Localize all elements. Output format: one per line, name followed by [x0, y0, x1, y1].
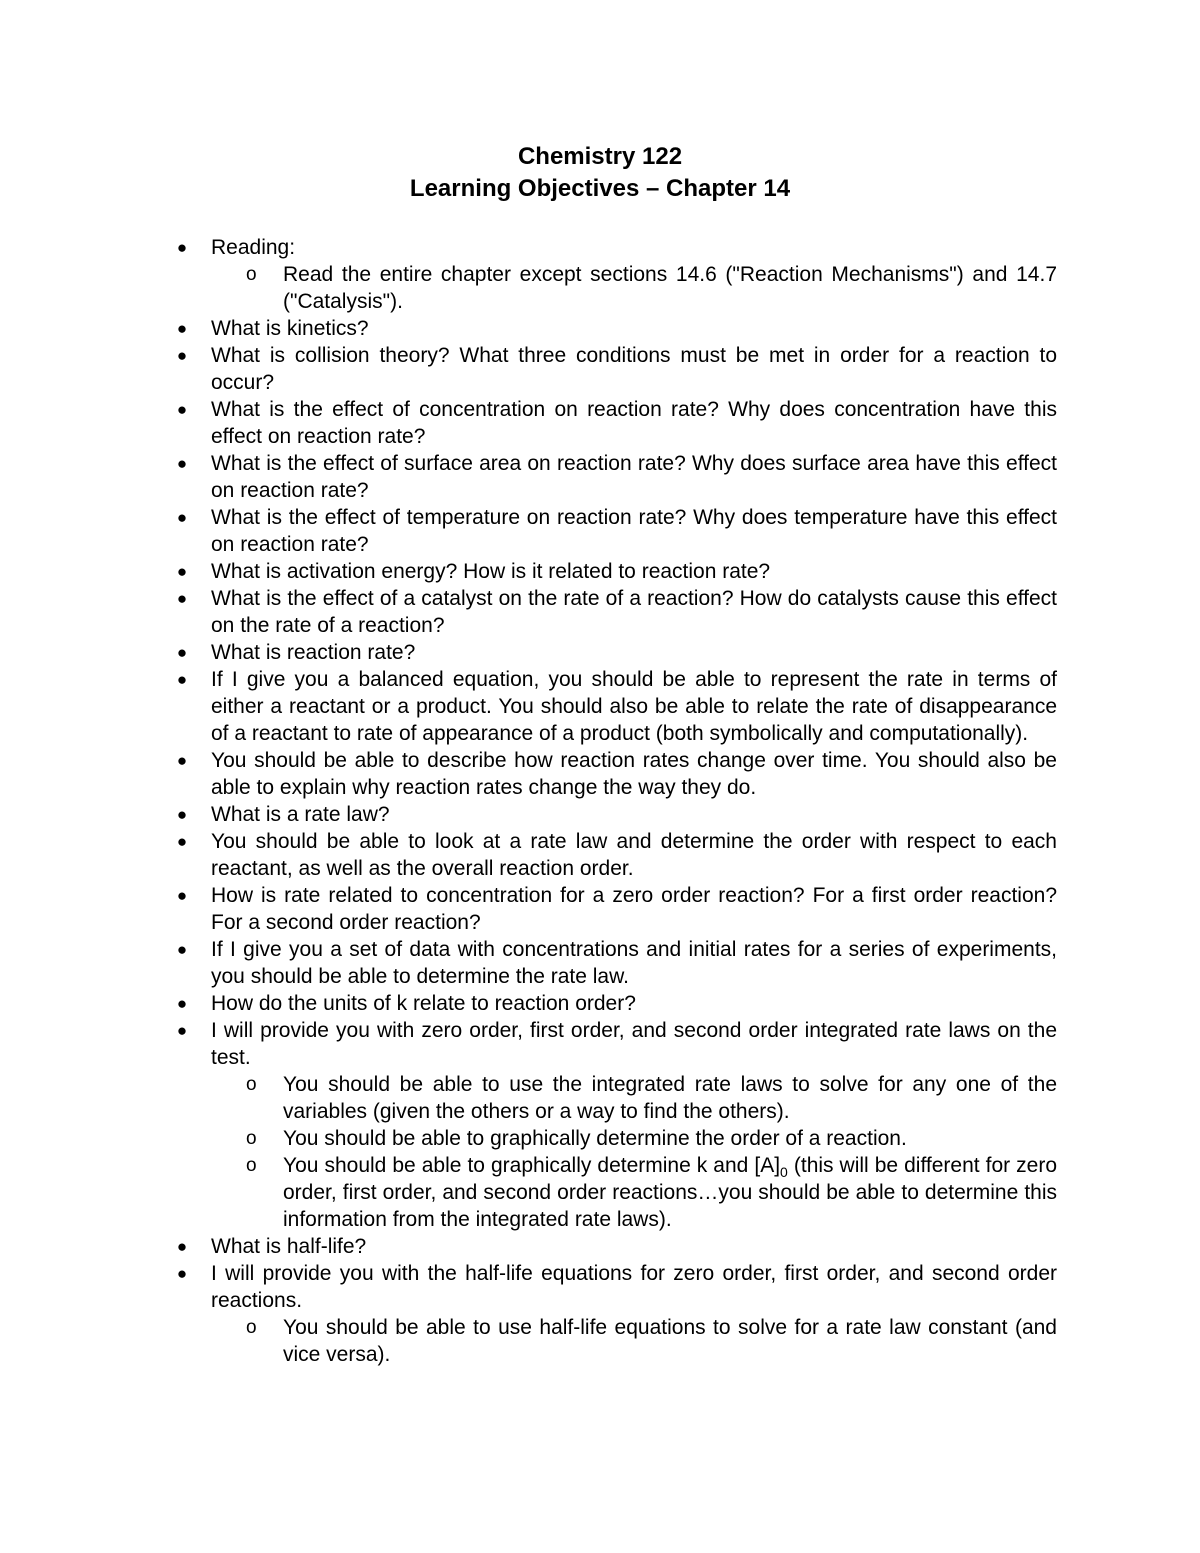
- objective-text: What is the effect of a catalyst on the rate of a reaction? How do catalysts cause this effect on the rate of a reaction?: [211, 587, 1057, 637]
- objectives-list: [0, 234, 1200, 1368]
- objective-text: What is a rate law?: [211, 803, 390, 826]
- bullet-marker: ●: [176, 562, 188, 581]
- objective-item: [0, 396, 1057, 450]
- bullet-marker: ●: [176, 346, 188, 365]
- objective-item: [0, 666, 1057, 747]
- bullet-marker: ●: [176, 751, 188, 770]
- objective-text: What is activation energy? How is it related to reaction rate?: [211, 560, 771, 583]
- objective-text: If I give you a set of data with concentrations and initial rates for a series of experiments, you should be able to determine the rate law.: [211, 938, 1057, 988]
- objective-text: How do the units of k relate to reaction order?: [211, 992, 636, 1015]
- bullet-marker: ●: [176, 886, 188, 905]
- sub-objective-text-start: You should be able to graphically determine k and [A]: [283, 1154, 781, 1177]
- course-title: Chemistry 122: [517, 143, 683, 170]
- sub-objective-text: You should be able to graphically determine the order of a reaction.: [283, 1127, 907, 1150]
- objective-text: What is the effect of surface area on reaction rate? Why does surface area have this effect on reaction rate?: [211, 452, 1057, 502]
- bullet-marker: ●: [176, 832, 188, 851]
- bullet-marker: ●: [176, 670, 188, 689]
- sub-objective-text: You should be able to use the integrated rate laws to solve for any one of the variables (given the others or a way to find the others).: [283, 1073, 1057, 1123]
- sub-objective: [0, 1071, 1057, 1125]
- objective-integrated-rate-laws: [0, 1017, 1057, 1233]
- bullet-marker: ●: [176, 238, 188, 257]
- sub-list: [0, 1314, 1057, 1368]
- sub-bullet-marker: o: [246, 1128, 257, 1149]
- objective-item: [0, 936, 1057, 990]
- bullet-marker: ●: [176, 400, 188, 419]
- objective-text: What is the effect of concentration on reaction rate? Why does concentration have this effect on reaction rate?: [211, 398, 1057, 448]
- objective-item: [0, 747, 1057, 801]
- objective-text: What is collision theory? What three conditions must be met in order for a reaction to occur?: [211, 344, 1057, 394]
- sub-bullet-marker: o: [246, 1155, 257, 1176]
- objective-item: [0, 315, 1057, 342]
- sub-objective: [0, 1125, 1057, 1152]
- bullet-marker: ●: [176, 319, 188, 338]
- sub-objective-text-end: (this will be different for zero order, first order, and second order reactions…you should be able to determine this information from the integrated rate laws).: [283, 1154, 1058, 1231]
- objective-item: [0, 801, 1057, 828]
- objective-text: I will provide you with zero order, first order, and second order integrated rate laws on the test.: [211, 1019, 1057, 1069]
- objective-half-life-equations: [0, 1260, 1057, 1368]
- bullet-marker: ●: [176, 940, 188, 959]
- objective-text: What is half-life?: [211, 1235, 367, 1258]
- bullet-marker: ●: [176, 1264, 188, 1283]
- sub-objective-text: Read the entire chapter except sections 14.6 ("Reaction Mechanisms") and 14.7 ("Catalysis").: [283, 263, 1057, 313]
- objective-reading: [0, 234, 1057, 315]
- sub-objective: [0, 261, 1057, 315]
- bullet-marker: ●: [176, 508, 188, 527]
- title-block: [0, 141, 1200, 205]
- sub-bullet-marker: o: [246, 1074, 257, 1095]
- sub-objective-text: You should be able to use half-life equations to solve for a rate law constant (and vice versa).: [283, 1316, 1057, 1366]
- objective-item: [0, 342, 1057, 396]
- objective-text: Reading:: [211, 236, 296, 259]
- bullet-marker: ●: [176, 589, 188, 608]
- objective-text: What is reaction rate?: [211, 641, 416, 664]
- sub-list: [0, 1071, 1057, 1233]
- bullet-marker: ●: [176, 1021, 188, 1040]
- bullet-marker: ●: [176, 994, 188, 1013]
- objective-item: [0, 504, 1057, 558]
- objective-item: [0, 990, 1057, 1017]
- objective-text: I will provide you with the half-life equations for zero order, first order, and second order reactions.: [211, 1262, 1057, 1312]
- bullet-marker: ●: [176, 1237, 188, 1256]
- sub-objective: [0, 1314, 1057, 1368]
- objective-text: How is rate related to concentration for a zero order reaction? For a first order reaction? For a second order reaction?: [211, 884, 1057, 934]
- sub-objective-graphical-k: [0, 1152, 1057, 1233]
- objective-text: What is the effect of temperature on reaction rate? Why does temperature have this effect on reaction rate?: [211, 506, 1057, 556]
- sub-bullet-marker: o: [246, 264, 257, 285]
- subscript-zero: 0: [780, 1164, 788, 1181]
- sub-bullet-marker: o: [246, 1317, 257, 1338]
- objective-item: [0, 585, 1057, 639]
- bullet-marker: ●: [176, 643, 188, 662]
- objective-item: [0, 882, 1057, 936]
- sub-list: [0, 261, 1057, 315]
- document-subtitle: Learning Objectives – Chapter 14: [409, 175, 791, 202]
- objective-item: [0, 639, 1057, 666]
- objective-text: You should be able to describe how reaction rates change over time. You should also be able to explain why reaction rates change the way they do.: [211, 749, 1057, 799]
- objective-item: [0, 558, 1057, 585]
- objective-item: [0, 450, 1057, 504]
- bullet-marker: ●: [176, 454, 188, 473]
- objective-item: [0, 828, 1057, 882]
- objective-text: What is kinetics?: [211, 317, 369, 340]
- objective-text: You should be able to look at a rate law and determine the order with respect to each reactant, as well as the overall reaction order.: [211, 830, 1057, 880]
- objective-item: [0, 1233, 1057, 1260]
- bullet-marker: ●: [176, 805, 188, 824]
- objective-text: If I give you a balanced equation, you should be able to represent the rate in terms of either a reactant or a product. You should also be able to relate the rate of disappearance of a reactant to rate of appearance of a product (both symbolically and computationally).: [211, 668, 1057, 745]
